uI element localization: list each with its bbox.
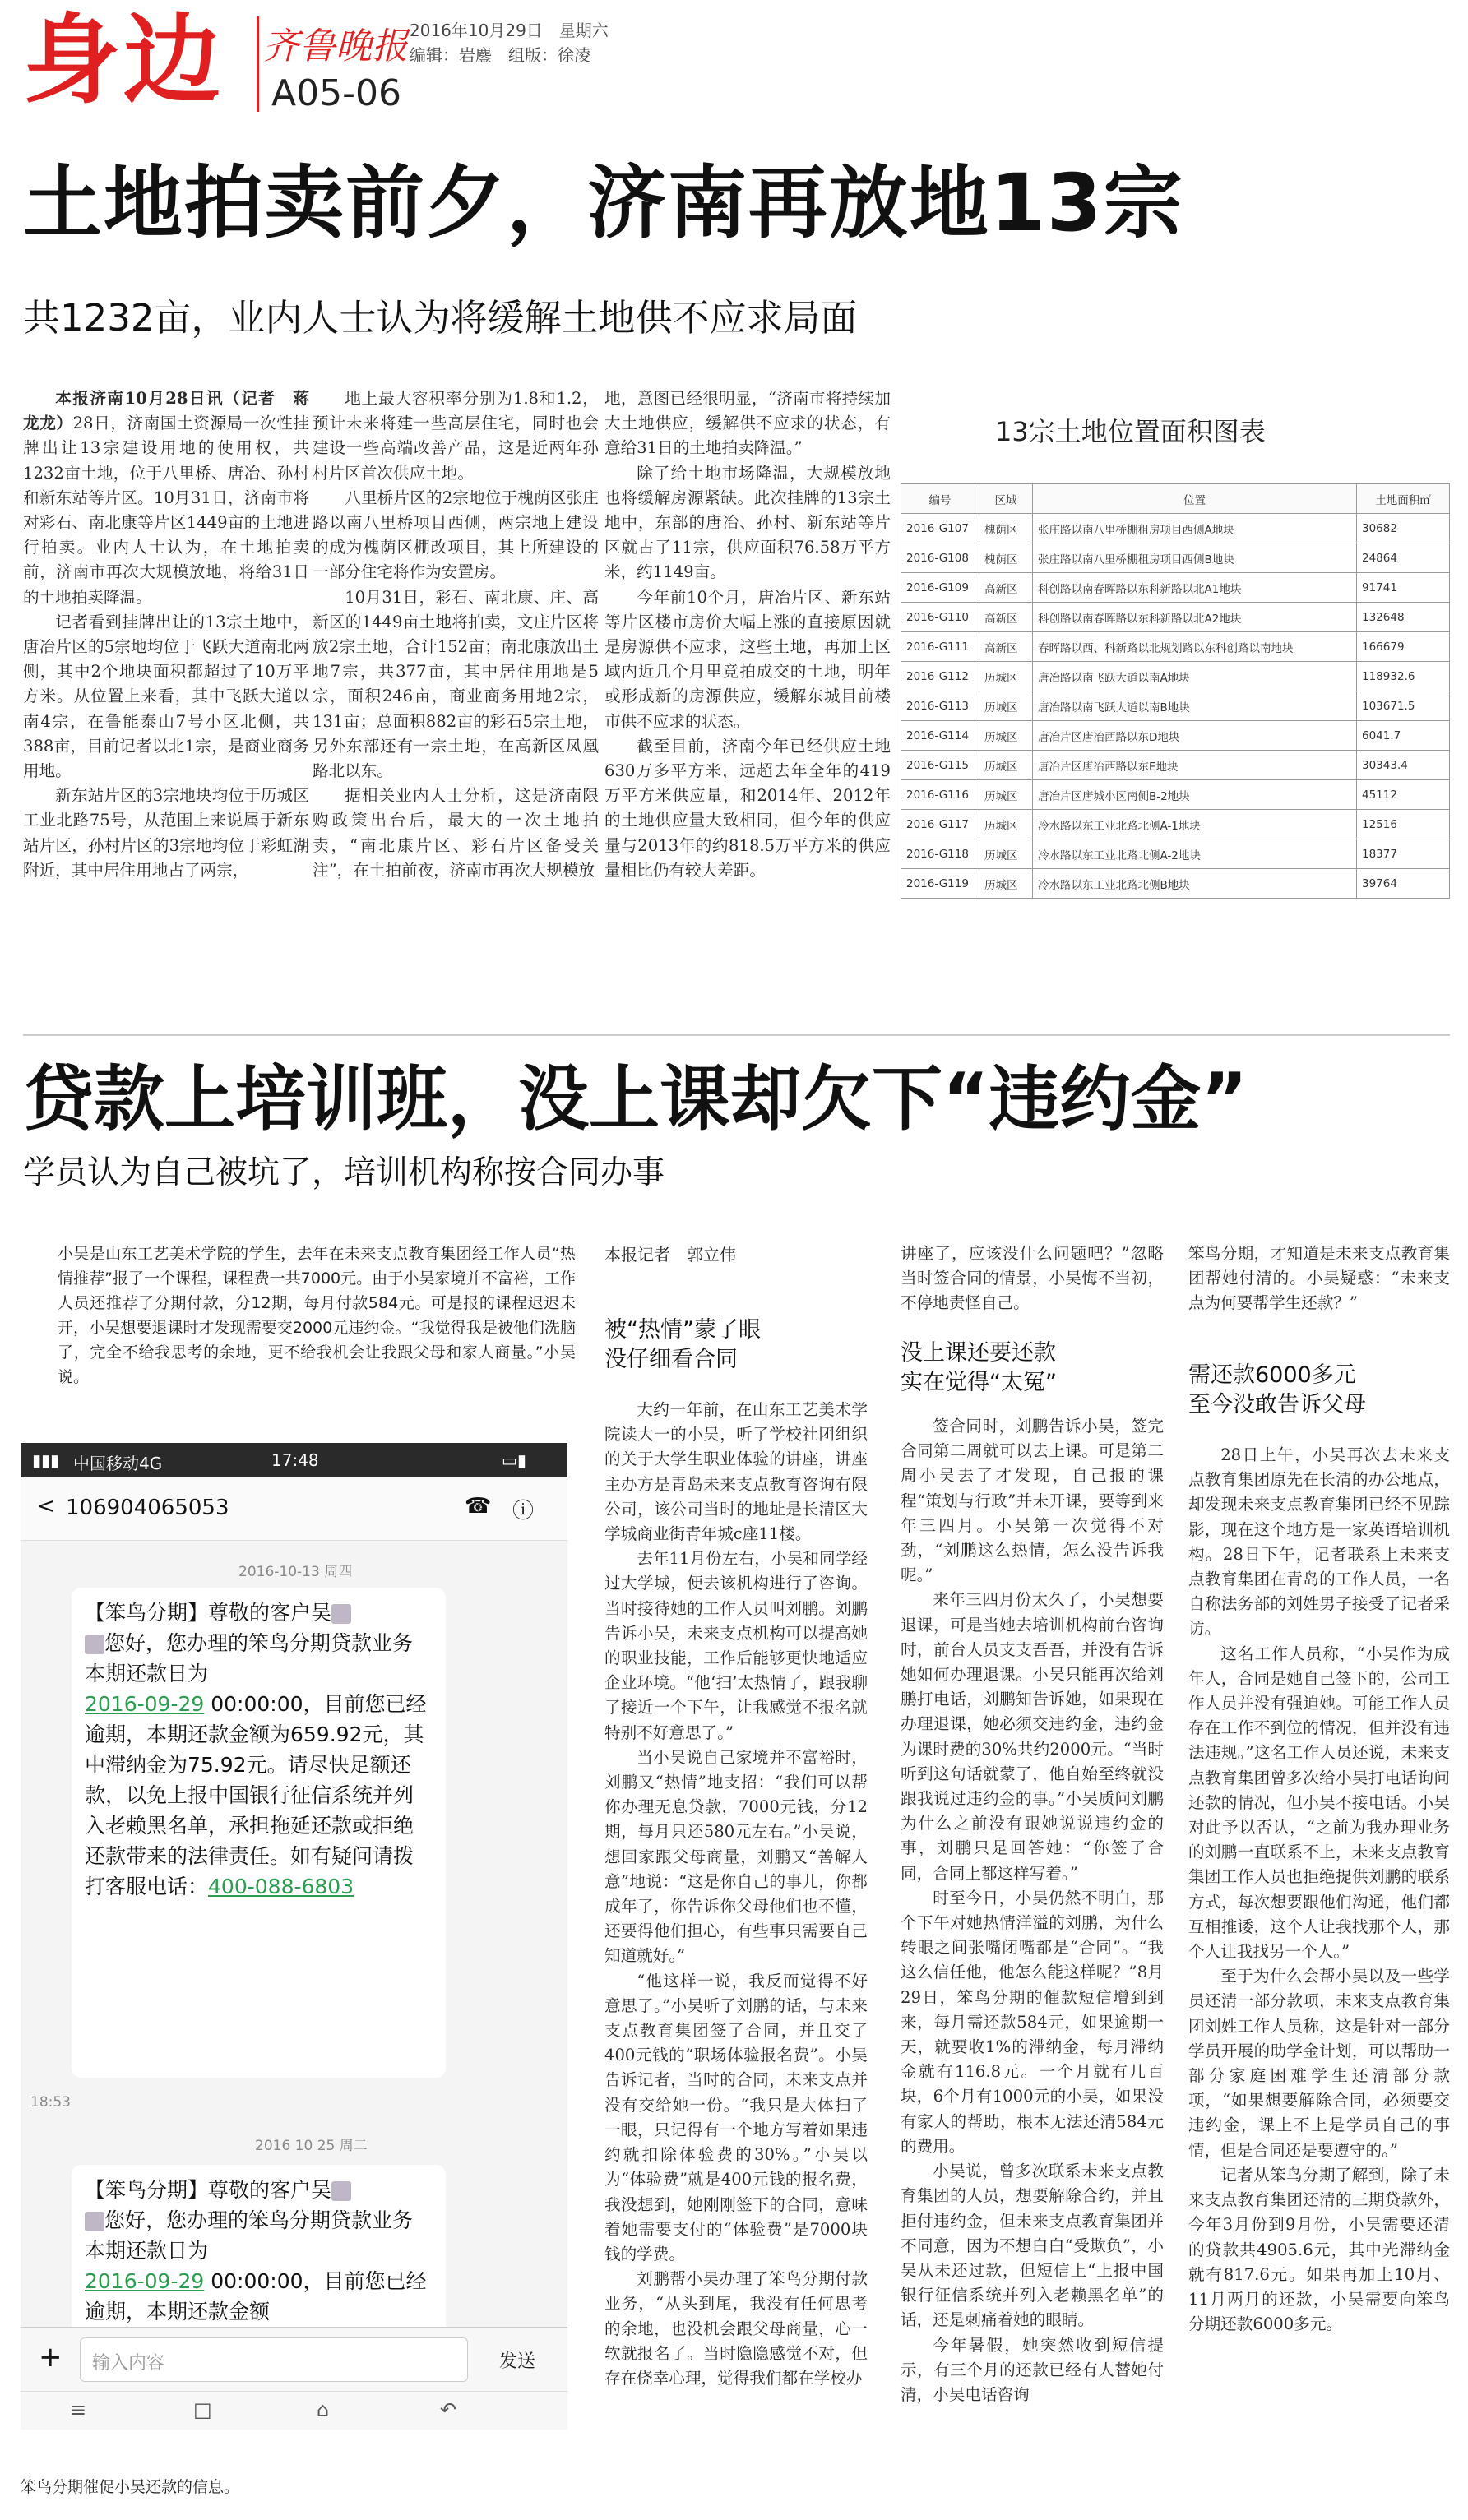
article1-subhead: 共1232亩，业内人士认为将缓解土地供不应求局面 <box>23 296 858 340</box>
table-cell: 唐冶片区唐冶西路以东E地块 <box>1033 751 1357 780</box>
sms-bubble <box>72 2165 446 2354</box>
table-cell: 2016-G114 <box>901 721 979 751</box>
table-row <box>901 662 1450 691</box>
nav-bar <box>21 2391 567 2430</box>
status-bar <box>21 1443 567 1477</box>
table-row <box>901 543 1450 573</box>
paragraph: 来年三四月份太久了，小吴想要退课，可是当她去培训机构前台咨询时，前台人员支支吾吾，并没有告诉她如何办理退课。小吴只能再次给刘鹏打电话，刘鹏知告诉她，如果现在办理退课，她必须交违约金，违约金为课时费的30%共约2000元。“当时听到这句话就蒙了，他自始至终就没跟我说过违约金的事。”小吴质问刘鹏为什么之前没有跟她说说违约金的事，刘鹏只是回答她：“你签了合同，合同上都这样写着。” <box>901 1590 1164 1883</box>
table-cell: 高新区 <box>979 573 1033 603</box>
article2-intro: 小吴是山东工艺美术学院的学生，去年在未来支点教育集团经工作人员“热情推荐”报了一个课程，课程费一共7000元。由于小吴家境并不富裕，工作人员还推荐了分期付款，分12期，每月付款584元。可是报的课程迟迟未开，小吴想要退课时才发现需要交2000元违约金。“我觉得我是被他们洗脑了，完全不给我思考的余地，更不给我机会让我跟父母和家人商量。”小吴说。 <box>58 1245 576 1386</box>
paragraph: 大约一年前，在山东工艺美术学院读大一的小吴，听了学校社团组织的关于大学生职业体验的讲座，讲座主办方是青岛未来支点教育咨询有限公司，该公司当时的地址是长清区大学城商业街青年城c座11楼。 <box>604 1400 868 1544</box>
send-button[interactable]: 发送 <box>499 2351 536 2372</box>
paragraph: “他这样一说，我反而觉得不好意思了。”小吴听了刘鹏的话，与未来支点教育集团签了合同，并且交了400元钱的“职场体验报名费”。小吴告诉记者，当时的合同，未来支点并没有交给她一份。“我只是大体扫了一眼，只记得有一个地方写着如果违约就扣除体验费的30%。”小吴以为“体验费”就是400元钱的报名费，我没想到，她刚刚签下的合同，意味着她需要支付的“体验费”是7000块钱的学费。 <box>604 1971 868 2263</box>
table-cell: 唐冶路以南飞跃大道以南A地块 <box>1033 662 1357 691</box>
paragraph: 今年暑假，她突然收到短信提示，有三个月的还款已经有人替她付清，小吴电话咨询 <box>901 2335 1164 2404</box>
sms-text: 00:00:00，目前您已经逾期，本期还款金额为659.92元，其中滞纳金为75.92元。请尽快足额还款，以免上报中国银行征信系统并列入老赖黑名单，承担拖延还款或拒绝还款带来的法律责任。如有疑问请拨打客服电话： <box>85 1692 427 1898</box>
table-cell: 高新区 <box>979 632 1033 662</box>
table-cell: 2016-G113 <box>901 691 979 721</box>
sms-text: 您好，您办理的笨鸟分期贷款业务本期还款日为 <box>85 1631 414 1685</box>
paragraph: 八里桥片区的2宗地位于槐荫区张庄路以南八里桥项目西侧，两宗地上建设的成为槐荫区棚改项目，其上所建设的一部分住宅将作为安置房。 <box>313 488 599 582</box>
date-line: 2016年10月29日 星期六 <box>410 21 609 40</box>
table-cell: 30343.4 <box>1357 751 1450 780</box>
message-input[interactable] <box>80 2337 468 2382</box>
article2-column-3 <box>1188 1443 1450 2504</box>
battery-icon: ▭▮ <box>502 1450 526 1470</box>
sms-bubble <box>72 1588 446 2078</box>
table-cell: 槐荫区 <box>979 543 1033 573</box>
table-cell: 91741 <box>1357 573 1450 603</box>
chat-header <box>21 1477 567 1541</box>
paragraph: 28日上午，小吴再次去未来支点教育集团原先在长清的办公地点，却发现未来支点教育集团已经不见踪影，现在这个地方是一家英语培训机构。28日下午，记者联系上未来支点教育集团在青岛的工作人员，一名自称法务部的刘姓男子接受了记者采访。 <box>1188 1445 1450 1639</box>
redacted-mark <box>331 1604 351 1624</box>
input-bar <box>21 2327 567 2392</box>
newspaper-logo: 齐鲁晚报 <box>263 25 408 67</box>
paragraph: 据相关业内人士分析，这是济南限购政策出台后，最大的一次土地拍卖，“南北康片区、彩石片区备受关注”，在土拍前夜，济南市再次大规模放 <box>313 786 599 880</box>
paragraph: 时至今日，小吴仍然不明白，那个下午对她热情洋溢的刘鹏，为什么转眼之间张嘴闭嘴都是“合同”。“我这么信任他，他怎么能这样呢？”8月29日，笨鸟分期的催款短信增到到来，每月需还款584元，如果逾期一天，就要收1%的滞纳金，每月滞纳金就有116.8元。一个月就有几百块，6个月有1000元的小吴，如果没有家人的帮助，根本无法还清584元的费用。 <box>901 1888 1164 2156</box>
sms-text: 【笨鸟分期】尊敬的客户吴 <box>85 1601 332 1625</box>
home-icon[interactable]: ⌂ <box>317 2398 330 2421</box>
table-cell: 春晖路以西、科新路以北规划路以东科创路以南地块 <box>1033 632 1357 662</box>
paragraph: 地上最大容积率分别为1.8和1.2，预计未来将建一些高层住宅，同时也会建设一些高端改善产品，这是近两年孙村片区首次供应土地。 <box>313 389 599 483</box>
article2-subhead: 学员认为自己被坑了，培训机构称按合同办事 <box>23 1154 665 1191</box>
table-row <box>901 632 1450 662</box>
redacted-mark <box>85 2212 104 2231</box>
phone-call-icon[interactable]: ☎ <box>465 1494 492 1519</box>
clock: 17:48 <box>271 1450 319 1470</box>
article2-column-1 <box>604 1398 868 2504</box>
paragraph: 截至目前，济南今年已经供应土地630万多平方米，远超去年全年的419万平方米供应量，和2014年、2012年的土地供应量大致相同，但今年的供应量与2013年的约818.5万平方米的供应量相比仍有较大差距。 <box>604 736 891 880</box>
editors-line: 编辑：岩鏖 组版：徐凌 <box>410 45 590 65</box>
table-row <box>901 751 1450 780</box>
table-cell: 118932.6 <box>1357 662 1450 691</box>
article2-headline: 贷款上培训班，没上课却欠下“违约金” <box>23 1058 1248 1140</box>
article1-column-3 <box>604 386 891 1011</box>
article1-headline: 土地拍卖前夕，济南再放地13宗 <box>23 157 1184 249</box>
paragraph: 新东站片区的3宗地块均位于历城区工业北路75号，从范围上来说属于新东站片区，孙村片区的3宗地均位于彩虹湖附近，其中居住用地占了两宗， <box>23 786 309 880</box>
column-header: 编号 <box>901 484 979 514</box>
table-cell: 2016-G110 <box>901 603 979 632</box>
table-cell: 冷水路以东工业北路北侧B地块 <box>1033 869 1357 899</box>
paragraph: 签合同时，刘鹏告诉小吴，签完合同第二周就可以去上课。可是第二周小吴去了才发现，自己报的课程“策划与行政”并未开课，要等到来年三四月。小吴第一次觉得不对劲，“刘鹏这么热情，怎么没告诉我呢。” <box>901 1417 1164 1585</box>
column-header: 位置 <box>1033 484 1357 514</box>
table-cell: 2016-G107 <box>901 514 979 543</box>
table-cell: 冷水路以东工业北路北侧A-1地块 <box>1033 810 1357 839</box>
table-cell: 2016-G119 <box>901 869 979 899</box>
input-placeholder: 输入内容 <box>92 2353 165 2374</box>
section-divider <box>23 1034 1450 1036</box>
paragraph: 28日，济南国土资源局一次性挂牌出让13宗建设用地的使用权，共1232亩土地，位于八里桥、唐冶、孙村和新东站等片区。10月31日，济南市将对彩石、南北康等片区1449亩的土地进行拍卖。业内人士认为，在土地拍卖前，济南市再次大规模放地，将给31日的土地拍卖降温。 <box>23 414 309 607</box>
masthead-meta <box>410 18 609 67</box>
paragraph: 除了给土地市场降温，大规模放地也将缓解房源紧缺。此次挂牌的13宗土地中，东部的唐冶、孙村、新东站等片区就占了11宗，供应面积76.58万平方米，约1149亩。 <box>604 463 891 582</box>
table-cell: 历城区 <box>979 751 1033 780</box>
plus-icon[interactable]: + <box>39 2341 63 2374</box>
table-cell: 2016-G117 <box>901 810 979 839</box>
table-cell: 历城区 <box>979 662 1033 691</box>
date-link[interactable]: 2016-09-29 <box>85 2269 205 2293</box>
back-arrow-icon[interactable]: < <box>37 1494 55 1519</box>
table-cell: 科创路以南春晖路以东科新路以北A1地块 <box>1033 573 1357 603</box>
table-cell: 唐冶路以南飞跃大道以南B地块 <box>1033 691 1357 721</box>
table-cell: 高新区 <box>979 603 1033 632</box>
paragraph: 今年前10个月，唐冶片区、新东站等片区楼市房价大幅上涨的直接原因就是房源供不应求，这些土地，再加上区域内近几个月里竞拍成交的土地，明年或形成新的房源供应，缓解东城目前楼市供不应求的状态。 <box>604 587 891 731</box>
table-cell: 历城区 <box>979 839 1033 869</box>
article1-dateline: 本报济南10月28日讯（记者 蒋龙龙） <box>23 389 309 433</box>
table-cell: 12516 <box>1357 810 1450 839</box>
paragraph: 10月31日，彩石、南北康、庄、高新区的1449亩土地将拍卖，文庄片区将放2宗土地，合计152亩；南北康放出土地7宗，共377亩，其中居住用地是5宗，面积246亩，商业商务用地2宗，131亩；总面积882亩的彩石5宗土地，另外东部还有一宗土地，在高新区凤凰路北以东。 <box>313 587 599 781</box>
table-cell: 2016-G115 <box>901 751 979 780</box>
table-cell: 张庄路以南八里桥棚租房项目西侧B地块 <box>1033 543 1357 573</box>
land-table <box>901 483 1450 899</box>
subheading-2: 没上课还要还款 实在觉得“太冤” <box>901 1340 1057 1395</box>
article1-column-2 <box>313 386 599 1011</box>
sms-screenshot <box>21 1443 567 2430</box>
table-cell: 132648 <box>1357 603 1450 632</box>
table-row <box>901 869 1450 899</box>
paragraph: 去年11月份左右，小吴和同学经过大学城，便去该机构进行了咨询。当时接待她的工作人员叫刘鹏。刘鹏告诉小吴，未来支点机构可以提高她的职业技能，工作后能够更快地适应企业环境。“他‘扫’太热情了，跟我聊了接近一个下午，让我感觉不报名就特别不好意思了。” <box>604 1549 868 1742</box>
table-row <box>901 603 1450 632</box>
message-date: 2016 10 25 周二 <box>255 2138 368 2154</box>
return-icon[interactable]: ↶ <box>440 2398 457 2421</box>
carrier-label: 中国移动4G <box>73 1454 163 1473</box>
paragraph: 地，意图已经很明显，“济南市将持续加大土地供应，缓解供不应求的状态，有意给31日的土地拍卖降温。” <box>604 389 891 458</box>
table-cell: 30682 <box>1357 514 1450 543</box>
info-icon[interactable]: ⓘ <box>512 1499 535 1524</box>
table-row <box>901 573 1450 603</box>
menu-icon[interactable]: ≡ <box>70 2398 87 2421</box>
table-cell: 冷水路以东工业北路北侧A-2地块 <box>1033 839 1357 869</box>
message-time: 18:53 <box>30 2094 71 2111</box>
land-table-title: 13宗土地位置面积图表 <box>995 416 1266 447</box>
signal-icon: ▮▮▮ <box>32 1450 60 1470</box>
phone-link[interactable]: 400-088-6803 <box>208 1875 354 1898</box>
table-cell: 历城区 <box>979 780 1033 810</box>
table-header-row <box>901 484 1450 514</box>
paragraph: 笨鸟分期，才知道是未来支点教育集团帮她付清的。小吴疑惑：“未来支点为何要帮学生还款？” <box>1188 1244 1450 1313</box>
paragraph: 至于为什么会帮小吴以及一些学员还清一部分款项，未来支点教育集团刘姓工作人员称，这是针对一部分学员开展的助学金计划，可以帮助一部分家庭困难学生还清部分款项，“如果想要解除合同，必须要交违约金，课上不上是学员自己的事情，但是合同还是要遵守的。” <box>1188 1967 1450 2160</box>
table-cell: 历城区 <box>979 810 1033 839</box>
table-cell: 2016-G116 <box>901 780 979 810</box>
table-cell: 6041.7 <box>1357 721 1450 751</box>
redacted-mark <box>331 2181 351 2201</box>
subheading-3: 需还款6000多元 至今没敢告诉父母 <box>1188 1362 1366 1417</box>
sms-text: 您好，您办理的笨鸟分期贷款业务本期还款日为 <box>85 2208 414 2263</box>
table-row <box>901 810 1450 839</box>
table-cell: 45112 <box>1357 780 1450 810</box>
subheading-1: 被“热情”蒙了眼 没仔细看合同 <box>604 1317 761 1372</box>
article1-column-1 <box>23 386 309 1011</box>
redacted-mark <box>85 1635 104 1654</box>
table-cell: 历城区 <box>979 721 1033 751</box>
table-cell: 39764 <box>1357 869 1450 899</box>
table-cell: 科创路以南春晖路以东科新路以北A2地块 <box>1033 603 1357 632</box>
sms-text: 00:00:00，目前您已经逾期，本期还款金额 <box>85 2269 427 2323</box>
paragraph: 刘鹏帮小吴办理了笨鸟分期付款业务，“从头到尾，我没有任何思考的余地，也没机会跟父母商量，心一软就报名了。当时隐隐感觉不对，但存在侥幸心理，觉得我们都在学校办 <box>604 2269 868 2388</box>
table-cell: 2016-G108 <box>901 543 979 573</box>
paragraph: 记者从笨鸟分期了解到，除了未来支点教育集团还清的三期贷款外，今年3月份到9月份，小吴需要还清的贷款共4905.6元，其中光滞纳金就有817.6元。如果再加上10月、11月两月的还款，小吴需要向笨鸟分期还款6000多元。 <box>1188 2165 1450 2334</box>
date-link[interactable]: 2016-09-29 <box>85 1692 205 1716</box>
paragraph: 这名工作人员称，“小吴作为成年人，合同是她自己签下的，公司工作人员并没有强迫她。可能工作人员存在工作不到位的情况，但并没有违法违规。”这名工作人员还说，未来支点教育集团曾多次给小吴打电话询问还款的情况，但小吴不接电话。小吴对此予以否认，“之前为我办理业务的刘鹏一直联系不上，未来支点教育集团工作人员也拒绝提供刘鹏的联系方式，每次想要跟他们沟通，他们都互相推诿，这个人让我找那个人，那个人让我找另一个人。” <box>1188 1644 1450 1962</box>
table-cell: 103671.5 <box>1357 691 1450 721</box>
paragraph: 当小吴说自己家境并不富裕时，刘鹏又“热情”地支招：“我们可以帮你办理无息贷款，7000元钱，分12期，每月只还580元左右。”小吴说，想回家跟父母商量，刘鹏又“善解人意”地说：“这是你自己的事儿，你都成年了，你告诉你父母他们也不懂，还要得他们担心，有些事只需要自己知道就好。” <box>604 1747 868 1966</box>
page-number: A05-06 <box>271 72 401 114</box>
table-cell: 唐冶片区唐冶西路以东D地块 <box>1033 721 1357 751</box>
table-cell: 2016-G109 <box>901 573 979 603</box>
masthead-divider <box>257 16 259 112</box>
table-cell: 唐冶片区唐城小区南侧B-2地块 <box>1033 780 1357 810</box>
table-cell: 槐荫区 <box>979 514 1033 543</box>
sender-number: 106904065053 <box>66 1496 229 1520</box>
table-row <box>901 780 1450 810</box>
table-cell: 张庄路以南八里桥棚租房项目西侧A地块 <box>1033 514 1357 543</box>
column-header: 区域 <box>979 484 1033 514</box>
table-row <box>901 691 1450 721</box>
table-cell: 166679 <box>1357 632 1450 662</box>
article2-column-3-top <box>1188 1242 1450 1357</box>
column-header: 土地面积㎡ <box>1357 484 1450 514</box>
section-title: 身边 <box>23 3 225 117</box>
article2-column-2 <box>901 1414 1164 2504</box>
sms-text: 【笨鸟分期】尊敬的客户吴 <box>85 2178 332 2202</box>
table-cell: 18377 <box>1357 839 1450 869</box>
table-row <box>901 514 1450 543</box>
paragraph: 讲座了，应该没什么问题吧？”忽略当时签合同的情景，小吴悔不当初，不停地责怪自己。 <box>901 1244 1164 1313</box>
paragraph: 记者看到挂牌出让的13宗土地中，唐冶片区的5宗地均位于飞跃大道南北两侧，其中2个地块面积都超过了10万平方米。从位置上来看，其中飞跃大道以南4宗，在鲁能泰山7号小区北侧，共388亩，目前记者以北1宗，是商业商务用地。 <box>23 612 309 781</box>
table-cell: 历城区 <box>979 691 1033 721</box>
table-cell: 2016-G111 <box>901 632 979 662</box>
table-row <box>901 839 1450 869</box>
table-cell: 历城区 <box>979 869 1033 899</box>
message-date: 2016-10-13 周四 <box>238 1564 353 1580</box>
table-cell: 24864 <box>1357 543 1450 573</box>
table-cell: 2016-G112 <box>901 662 979 691</box>
minimize-icon[interactable]: □ <box>193 2398 212 2421</box>
article2-column-2-top <box>901 1242 1164 1332</box>
table-cell: 2016-G118 <box>901 839 979 869</box>
paragraph: 小吴说，曾多次联系未来支点教育集团的人员，想要解除合约，并且拒付违约金，但未来支点教育集团并不同意，因为不想白白“受欺负”，小吴从未还过款，但短信上“上报中国银行征信系统并列入老赖黑名单”的话，还是刺痛着她的眼睛。 <box>901 2162 1164 2330</box>
article2-byline: 本报记者 郭立伟 <box>604 1245 736 1265</box>
photo-caption: 笨鸟分期催促小吴还款的信息。 <box>21 2478 240 2496</box>
table-row <box>901 721 1450 751</box>
